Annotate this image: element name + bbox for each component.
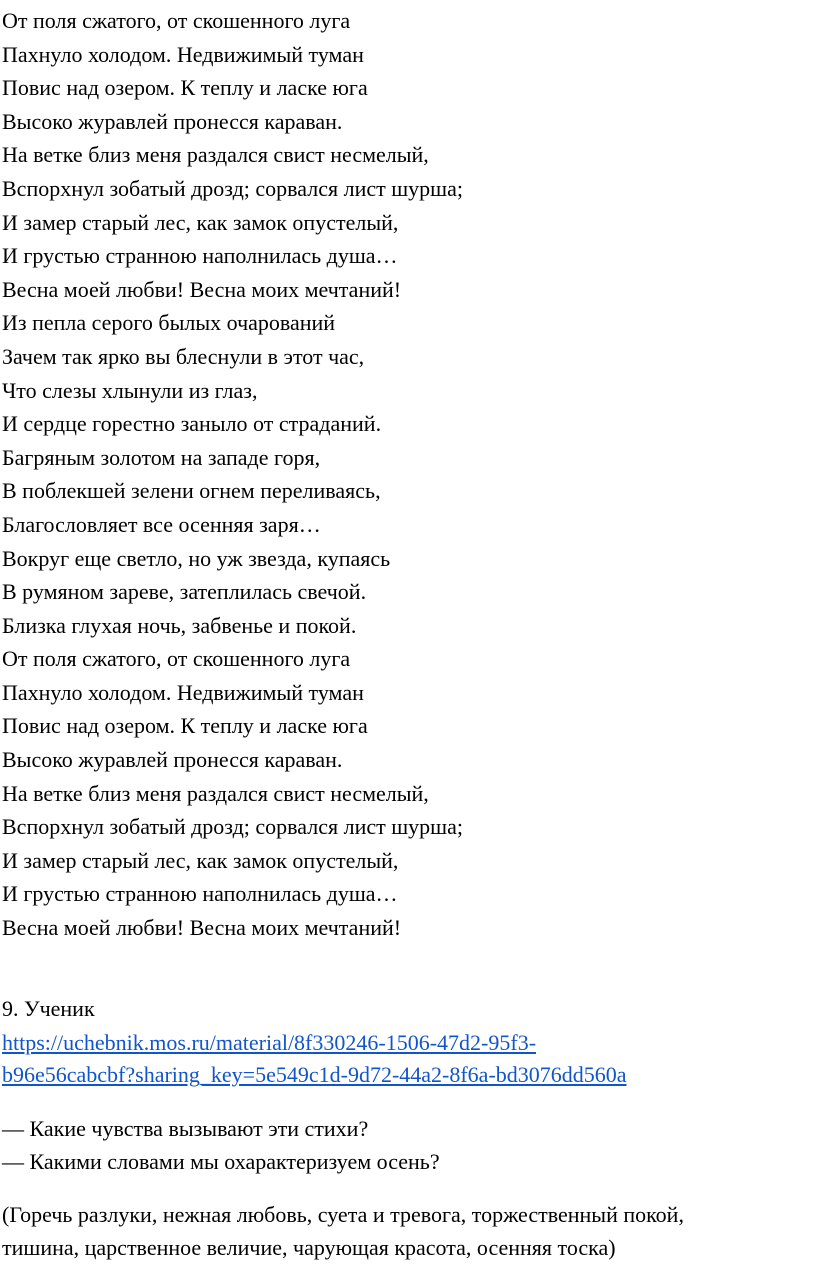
poem-line: Пахнуло холодом. Недвижимый туман (2, 41, 364, 67)
poem-line: В румяном зареве, затеплилась свечой. (2, 579, 367, 605)
poem-line: И грустью странною наполнилась душа… (2, 881, 398, 907)
poem-line: Вспорхнул зобатый дрозд; сорвался лист шурша; (2, 175, 463, 201)
poem-line: Что слезы хлынули из глаз, (2, 377, 258, 403)
poem-line: И замер старый лес, как замок опустелый, (2, 847, 399, 873)
question-feelings: — Какие чувства вызывают эти стихи? (2, 1116, 369, 1141)
answer-line-2: тишина, царственное величие, чарующая красота, осенняя тоска) (2, 1235, 616, 1260)
material-link[interactable] (2, 1027, 802, 1091)
poem-line: Весна моей любви! Весна моих мечтаний! (2, 915, 402, 941)
poem-line: Близка глухая ночь, забвенье и покой. (2, 612, 357, 638)
material-link-line-1[interactable]: https://uchebnik.mos.ru/material/8f330246-1506-47d2-95f3- (2, 1030, 537, 1055)
answer-line-1: (Горечь разлуки, нежная любовь, суета и тревога, торжественный покой, (2, 1202, 684, 1227)
poem-line: Благословляет все осенняя заря… (2, 511, 321, 537)
poem-line: Повис над озером. К теплу и ласке юга (2, 713, 368, 739)
questions-list (2, 1112, 440, 1178)
poem-line: Весна моей любви! Весна моих мечтаний! (2, 276, 402, 302)
poem-line: Повис над озером. К теплу и ласке юга (2, 75, 368, 101)
poem-line: И грустью странною наполнилась душа… (2, 243, 398, 269)
poem (2, 4, 463, 945)
material-link-line-2[interactable]: b96e56cabcbf?sharing_key=5e549c1d-9d72-44a2-8f6a-bd3076dd560a (2, 1062, 627, 1087)
poem-line: На ветке близ меня раздался свист несмелый, (2, 142, 429, 168)
poem-line: Из пепла серого былых очарований (2, 310, 336, 336)
poem-line: Высоко журавлей пронесся караван. (2, 108, 343, 134)
section-title: 9. Ученик (2, 996, 95, 1021)
question-autumn-words: — Какими словами мы охарактеризуем осень? (2, 1149, 440, 1174)
poem-line: Высоко журавлей пронесся караван. (2, 747, 343, 773)
poem-line: Пахнуло холодом. Недвижимый туман (2, 679, 364, 705)
poem-line: Вокруг еще светло, но уж звезда, купаясь (2, 545, 391, 571)
poem-line: И замер старый лес, как замок опустелый, (2, 209, 399, 235)
poem-line: И сердце горестно заныло от страданий. (2, 411, 382, 437)
poem-line: В поблекшей зелени огнем переливаясь, (2, 478, 381, 504)
poem-line: От поля сжатого, от скошенного луга (2, 8, 351, 33)
poem-line: Багряным золотом на западе горя, (2, 444, 321, 470)
poem-line: Зачем так ярко вы блеснули в этот час, (2, 343, 365, 369)
poem-line: Вспорхнул зобатый дрозд; сорвался лист шурша; (2, 814, 463, 840)
answer-text (2, 1198, 802, 1264)
poem-line: От поля сжатого, от скошенного луга (2, 646, 351, 672)
poem-line: На ветке близ меня раздался свист несмелый, (2, 780, 429, 806)
